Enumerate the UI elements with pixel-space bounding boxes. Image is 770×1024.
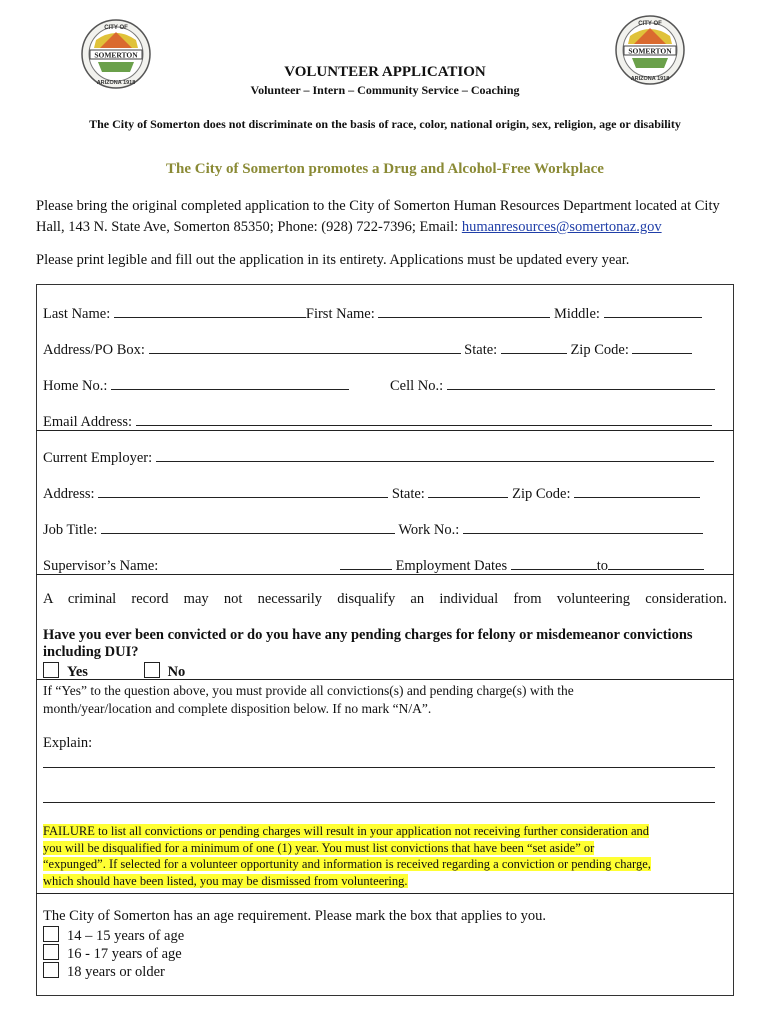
employment-end-field[interactable] [608, 556, 704, 570]
explain-line-1[interactable] [43, 767, 715, 768]
seal-text-top: CITY OF [104, 25, 128, 31]
explain-label: Explain: [43, 735, 93, 751]
failure-line-2: you will be disqualified for a minimum of one (1) year. You must list convictions that have been “set aside” or [43, 840, 595, 855]
criminal-record-note: A criminal record may not necessarily disqualify an individual from volunteering consideration. [43, 591, 727, 607]
explain-line-2[interactable] [43, 802, 715, 803]
no-label: No [167, 664, 186, 680]
age-option-14-15 [43, 926, 184, 945]
form-divider [36, 430, 734, 431]
job-title-row [43, 520, 703, 539]
page-title: VOLUNTEER APPLICATION [284, 64, 486, 80]
employer-address-label: Address: [43, 486, 95, 502]
cell-no-field[interactable] [447, 376, 715, 390]
zip-field[interactable] [632, 340, 692, 354]
email-field[interactable] [136, 412, 712, 426]
job-title-label: Job Title: [43, 522, 98, 538]
first-name-label: First Name: [305, 306, 375, 322]
yes-checkbox[interactable] [43, 662, 59, 678]
failure-line-1: FAILURE to list all convictions or pending charges will result in your application not receiving further consideration and [43, 824, 649, 838]
first-name-field[interactable] [378, 304, 550, 318]
hr-email-link[interactable]: humanresources@somertonaz.gov [461, 219, 662, 235]
employer-address-field[interactable] [98, 484, 388, 498]
employer-address-row [43, 484, 700, 503]
supervisor-field[interactable] [162, 557, 340, 570]
age-16-17-checkbox[interactable] [43, 944, 59, 960]
age-option-16-17 [43, 944, 182, 963]
address-field[interactable] [149, 340, 461, 354]
cell-no-label: Cell No.: [390, 378, 444, 394]
email-label: Email Address: [43, 414, 133, 430]
age-18-plus-checkbox[interactable] [43, 962, 59, 978]
seal-text-mid: SOMERTON [628, 46, 672, 56]
conviction-question [43, 627, 733, 661]
seal-text-top: CITY OF [638, 21, 662, 27]
employer-state-label: State: [391, 486, 425, 502]
current-employer-label: Current Employer: [43, 450, 153, 466]
email-row [43, 412, 712, 431]
intro-paragraph [36, 196, 736, 238]
yes-label: Yes [67, 664, 88, 680]
employer-zip-field[interactable] [574, 484, 700, 498]
phone-row [43, 376, 349, 395]
current-employer-field[interactable] [156, 448, 714, 462]
print-note: Please print legible and fill out the application in its entirety. Applications must be updated every year. [36, 252, 630, 268]
address-label: Address/PO Box: [43, 342, 145, 358]
age-option-label: 14 – 15 years of age [67, 928, 185, 944]
seal-text-mid: SOMERTON [94, 50, 138, 60]
conviction-question-text: Have you ever been convicted or do you have any pending charges for felony or misdemeanor convictions including DUI? [43, 627, 693, 660]
if-yes-instructions [43, 682, 663, 718]
seal-text-bottom: ARIZONA 1918 [96, 80, 136, 86]
work-no-label: Work No.: [398, 522, 460, 538]
home-no-label: Home No.: [43, 378, 108, 394]
age-requirement: The City of Somerton has an age requirement. Please mark the box that applies to you. [43, 908, 546, 924]
age-option-label: 16 - 17 years of age [67, 946, 182, 962]
age-14-15-checkbox[interactable] [43, 926, 59, 942]
last-name-label: Last Name: [43, 306, 111, 322]
middle-field[interactable] [604, 304, 702, 318]
failure-line-3: “expunged”. If selected for a volunteer opportunity and information is received regarding a conviction or pending charge, [43, 857, 651, 871]
job-title-field[interactable] [101, 520, 395, 534]
supervisor-label: Supervisor’s Name: [43, 558, 159, 574]
drug-free-statement: The City of Somerton promotes a Drug and Alcohol-Free Workplace [166, 161, 604, 177]
failure-line-4: which should have been listed, you may be dismissed from volunteering. [43, 873, 408, 888]
form-divider [36, 893, 734, 894]
cell-row [390, 376, 715, 395]
to-label: to [596, 558, 609, 574]
supervisor-row [43, 556, 704, 575]
supervisor-name-line[interactable] [340, 556, 392, 570]
no-checkbox[interactable] [144, 662, 160, 678]
zip-label: Zip Code: [570, 342, 629, 358]
form-divider [36, 574, 734, 575]
address-row [43, 340, 692, 359]
age-option-label: 18 years or older [67, 964, 165, 980]
seal-text-bottom: ARIZONA 1918 [630, 76, 670, 82]
employer-row [43, 448, 714, 467]
employer-zip-label: Zip Code: [512, 486, 571, 502]
employer-state-field[interactable] [428, 484, 508, 498]
name-row [43, 304, 702, 323]
last-name-field[interactable] [114, 304, 306, 318]
failure-warning [43, 823, 733, 889]
employment-dates-label: Employment Dates [395, 558, 508, 574]
home-no-field[interactable] [111, 376, 349, 390]
work-no-field[interactable] [463, 520, 703, 534]
state-field[interactable] [501, 340, 567, 354]
intro-text: Please bring the original completed application to the City of Somerton Human Resources Department located at City Hall, 143 N. State Ave, Somerton 85350; Phone: (928) 722-7396; Email: [36, 198, 720, 235]
state-label: State: [464, 342, 498, 358]
age-option-18-plus [43, 962, 165, 981]
form-divider [36, 679, 734, 680]
nondiscrimination-statement: The City of Somerton does not discriminate on the basis of race, color, national origin, sex, religion, age or disability [89, 117, 681, 131]
if-yes-text: If “Yes” to the question above, you must provide all convictions(s) and pending charge(s) with the month/year/location and complete disposition below. If no mark “N/A”. [43, 683, 574, 716]
middle-label: Middle: [554, 306, 600, 322]
page-subtitle: Volunteer – Intern – Community Service – Coaching [250, 83, 520, 97]
employment-start-field[interactable] [511, 556, 597, 570]
